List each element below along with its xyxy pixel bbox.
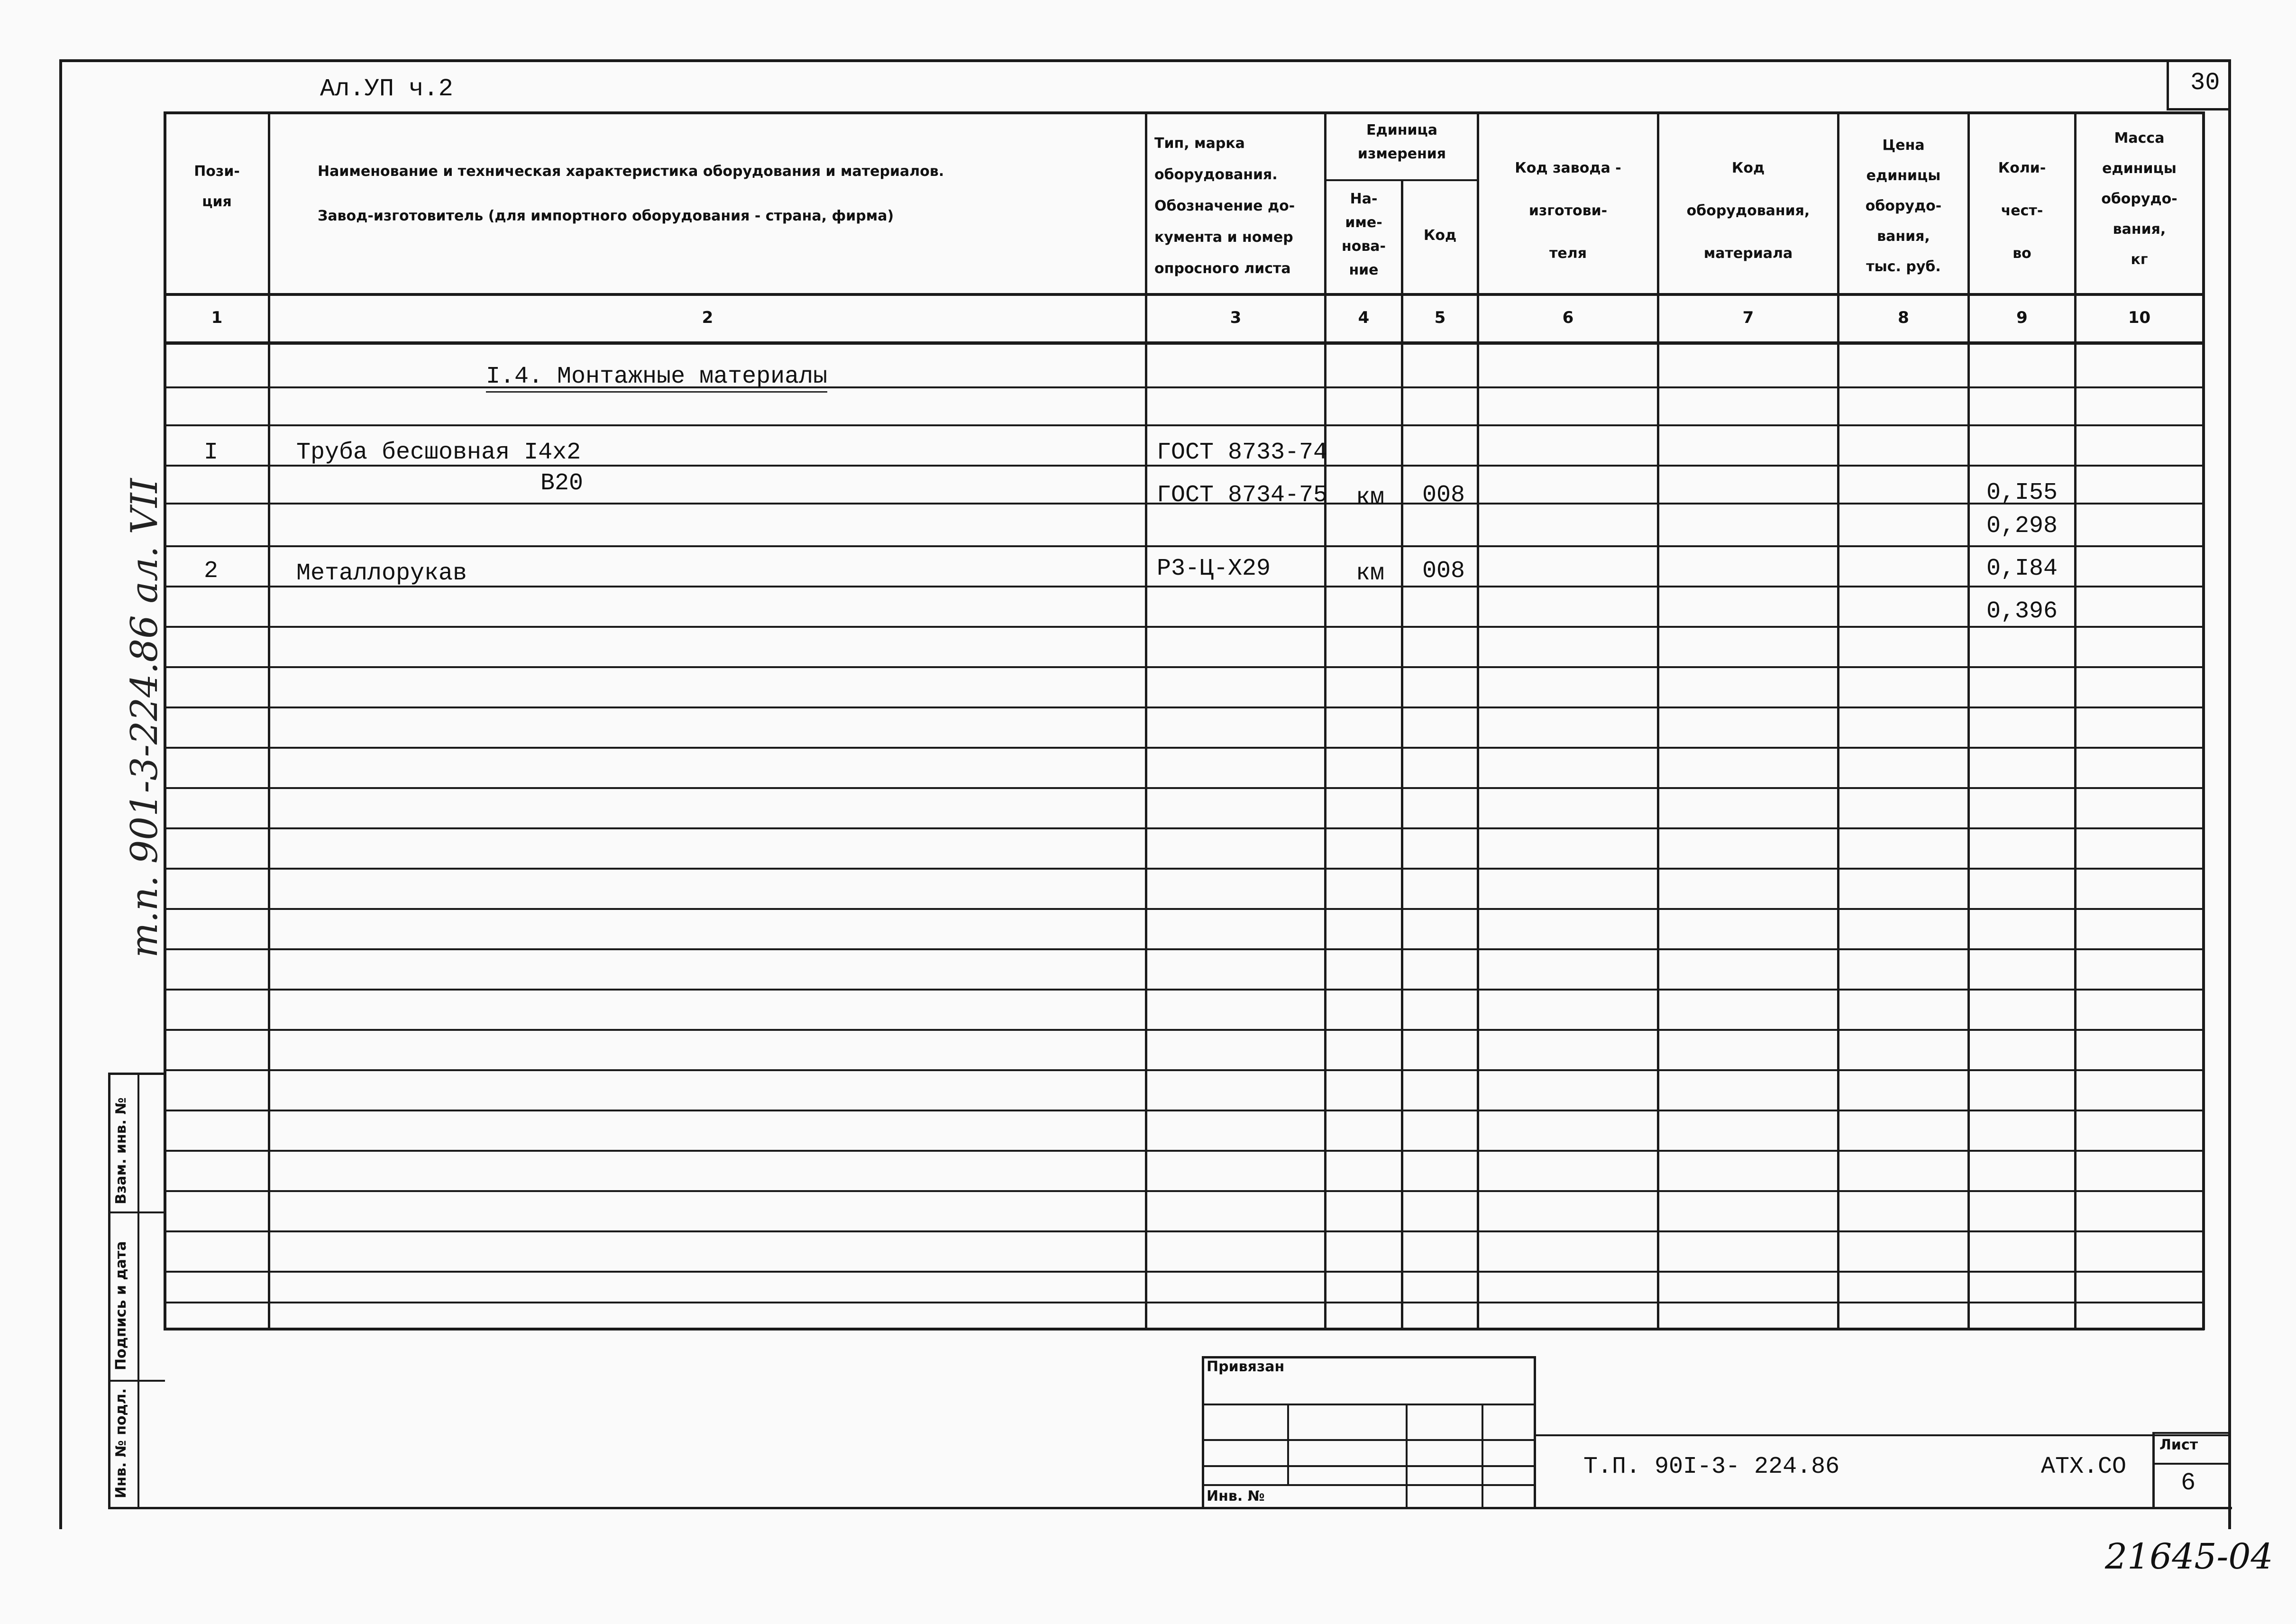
col-header-unit: Единица измерения: [1357, 122, 1446, 162]
frame-left-extension: [59, 1508, 62, 1529]
row-line: [164, 545, 2205, 547]
side-label-inv-podl: Инв. № подл.: [113, 1388, 129, 1498]
document-mark: АТХ.СО: [2041, 1453, 2127, 1480]
row1-name: Труба бесшовная I4x2: [296, 439, 581, 466]
col-header-unit-code: Код: [1423, 227, 1457, 244]
privyazan-h3: [1202, 1465, 1536, 1467]
privyazan-v2: [1406, 1404, 1408, 1508]
row-line: [164, 424, 2205, 426]
list-box-mid: [2152, 1463, 2231, 1465]
row-line: [164, 948, 2205, 950]
colnum-6: 6: [1562, 308, 1574, 327]
colnum-8: 8: [1898, 308, 1909, 327]
row1-document: ГОСТ 8733-74: [1157, 439, 1328, 466]
row4-unit: км: [1356, 560, 1385, 587]
side-stamp-divider: [137, 1073, 139, 1509]
body-bottom: [164, 1328, 2205, 1330]
inv-no-label: Инв. №: [1207, 1488, 1265, 1505]
privyazan-h4: [1202, 1484, 1536, 1486]
row5-quantity: 0,396: [1986, 598, 2058, 625]
row-line: [164, 1029, 2205, 1031]
row2-document: ГОСТ 8734-75: [1157, 482, 1328, 509]
col-header-price: Цена единицы оборудо- вания, тыс. руб.: [1865, 137, 1942, 275]
header-bottom: [164, 293, 2205, 296]
frame-right: [2228, 59, 2231, 1529]
row-line: [164, 706, 2205, 708]
pagebox-left: [2167, 59, 2169, 109]
col-header-name: Наименование и техническая характеристика оборудования и материалов. Завод-изготовитель (для импортного оборудования - страна, фирма): [318, 163, 944, 224]
colnum-4: 4: [1358, 308, 1370, 327]
row-line: [164, 386, 2205, 388]
colnum-7: 7: [1742, 308, 1754, 327]
row-line: [164, 626, 2205, 628]
col-header-unit-name: На- име- нова- ние: [1341, 191, 1386, 278]
row4-code: 008: [1422, 558, 1465, 585]
side-stamp-sep1: [108, 1211, 165, 1213]
table-top: [164, 111, 2205, 114]
row2-code: 008: [1422, 482, 1465, 509]
side-label-podpis: Подпись и дата: [113, 1241, 129, 1370]
row-line: [164, 827, 2205, 829]
row4-document: Р3-Ц-Х29: [1157, 555, 1271, 582]
frame-left: [59, 59, 62, 1529]
colnum-9: 9: [2016, 308, 2028, 327]
col-header-position: Пози- ция: [194, 163, 240, 210]
margin-note: т.п. 901-3-224.86 ал. VII: [123, 478, 166, 958]
pagebox-bottom: [2167, 108, 2231, 110]
header-code: Ал.УП ч.2: [320, 75, 453, 103]
col-header-equipment-code: Код оборудования, материала: [1686, 160, 1810, 262]
colnum-1: 1: [211, 308, 223, 327]
list-number: 6: [2181, 1469, 2196, 1497]
row-line: [164, 1302, 2205, 1303]
privyazan-h1: [1202, 1404, 1536, 1405]
row2-name: В20: [540, 470, 584, 497]
bottom-note: 21645-04: [2105, 1536, 2273, 1577]
side-stamp-top: [108, 1073, 165, 1075]
privyazan-h2: [1202, 1439, 1536, 1441]
row-line: [164, 747, 2205, 749]
row-line: [164, 1271, 2205, 1273]
list-box-top: [2152, 1432, 2231, 1434]
frame-top: [59, 59, 2231, 62]
list-box-left: [2152, 1432, 2155, 1508]
list-label: Лист: [2159, 1437, 2198, 1453]
col-header-type: Тип, марка оборудования. Обозначение до- кумента и номер опросного листа: [1154, 135, 1295, 277]
side-stamp-bottom: [108, 1507, 2232, 1509]
row-line: [164, 1190, 2205, 1192]
side-stamp-left: [108, 1073, 110, 1509]
row4-name: Металлорукав: [296, 560, 467, 587]
section-title: I.4. Монтажные материалы: [486, 363, 827, 393]
side-label-vzam: Взам. инв. №: [113, 1097, 129, 1204]
titleblock-top: [1534, 1434, 2231, 1436]
col-line-4: [1401, 180, 1403, 1330]
row4-quantity: 0,I84: [1986, 555, 2058, 582]
row1-position: I: [204, 439, 219, 466]
page-number: 30: [2190, 69, 2220, 97]
row-line: [164, 1069, 2205, 1071]
colnum-3: 3: [1230, 308, 1242, 327]
row-line: [164, 989, 2205, 991]
row-line: [164, 586, 2205, 587]
side-stamp-sep2: [108, 1380, 165, 1382]
privyazan-label: Привязан: [1207, 1358, 1285, 1375]
colnum-10: 10: [2128, 308, 2151, 327]
colnum-5: 5: [1434, 308, 1446, 327]
col-header-factory-code: Код завода - изготови- теля: [1515, 160, 1621, 262]
row-line: [164, 1150, 2205, 1152]
row2-unit: км: [1356, 484, 1385, 511]
privyazan-v3: [1482, 1404, 1483, 1508]
row2-quantity: 0,I55: [1986, 479, 2058, 506]
colnum-2: 2: [702, 308, 713, 327]
row-line: [164, 908, 2205, 910]
unit-subheader-line: [1324, 179, 1478, 181]
row-line: [164, 666, 2205, 668]
col-header-mass: Масса единицы оборудо- вания, кг: [2101, 130, 2177, 268]
numbers-bottom: [164, 341, 2205, 345]
row-line: [164, 1110, 2205, 1111]
col-header-quantity: Коли- чест- во: [1998, 160, 2046, 262]
row-line: [164, 787, 2205, 789]
row-line: [164, 868, 2205, 870]
document-code: Т.П. 90I-3- 224.86: [1583, 1453, 1840, 1480]
row4-position: 2: [204, 558, 219, 585]
row3-quantity: 0,298: [1986, 513, 2058, 540]
privyazan-v1: [1287, 1404, 1289, 1484]
row-line: [164, 1230, 2205, 1232]
